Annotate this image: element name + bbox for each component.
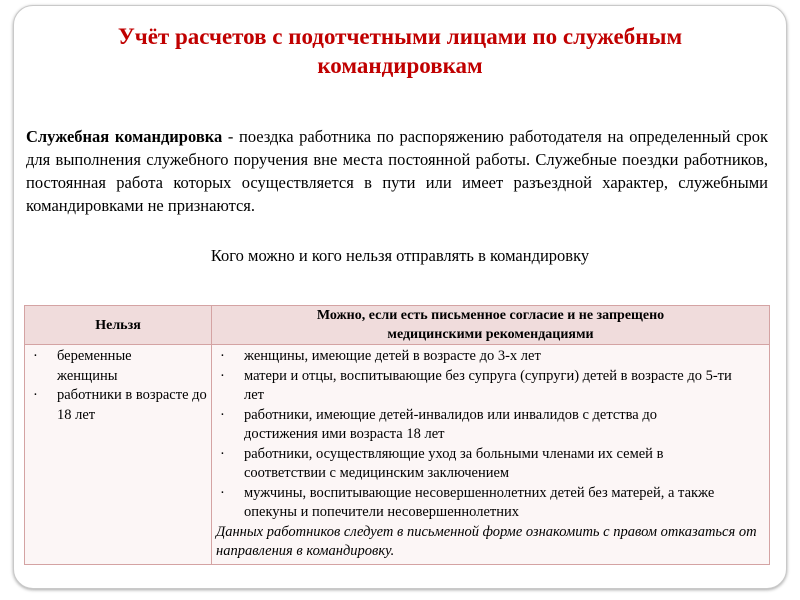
intro-definition: - поездка работника по распоряжению работодателя на определенный срок для выполнения служебного поручения вне места постоянной работы. Служебные поездки работников, постоянная работа которых осуществляется в пути или имеет разъездной характер, служебными командировками не признаются.: [26, 127, 769, 215]
table-note: Данных работников следует в письменной форме ознакомить с правом отказаться от направления в командировку.: [216, 523, 757, 559]
list-item: · матери и отцы, воспитывающие без супруга (супруги) детей в возрасте до 5-ти лет: [220, 367, 732, 403]
allowed-list: [212, 345, 769, 523]
bullet-icon: ·: [33, 387, 38, 403]
rules-table: [24, 305, 770, 565]
list-item: · работники, имеющие детей-инвалидов или инвалидов с детства до достижения ими возраста 18 лет: [220, 406, 657, 442]
intro-paragraph: [26, 125, 768, 217]
forbidden-cell: [25, 345, 212, 565]
forbidden-list: [25, 345, 211, 425]
allowed-cell: [212, 345, 770, 565]
list-item: · беременные женщины: [33, 348, 132, 384]
bullet-icon: ·: [33, 348, 38, 364]
bullet-icon: ·: [220, 406, 225, 423]
list-item: · мужчины, воспитывающие несовершеннолетних детей без матерей, а также опекуны и попечители несовершеннолетних: [220, 484, 715, 520]
page-title-text: Учёт расчетов с подотчетными лицами по служебным командировкам: [117, 24, 683, 78]
list-item: · работники в возрасте до 18 лет: [33, 387, 207, 423]
bullet-icon: ·: [220, 445, 225, 462]
intro-term: Служебная командировка: [26, 127, 223, 146]
page-title: [0, 22, 800, 80]
header-forbidden: Нельзя: [25, 306, 212, 345]
list-item: · работники, осуществляющие уход за больными членами их семей в соответствии с медицинским заключением: [220, 445, 664, 481]
section-subheading: Кого можно и кого нельзя отправлять в командировку: [210, 246, 590, 265]
table-body-row: [25, 345, 770, 565]
list-item: · женщины, имеющие детей в возрасте до 3-х лет: [212, 347, 769, 367]
header-allowed-text: Можно, если есть письменное согласие и не запрещено медицинскими рекомендациями: [316, 308, 665, 342]
bullet-icon: ·: [220, 367, 225, 384]
bullet-icon: ·: [220, 484, 225, 501]
bullet-icon: ·: [220, 348, 225, 364]
table-header-row: [25, 306, 770, 345]
header-allowed: [212, 306, 770, 345]
